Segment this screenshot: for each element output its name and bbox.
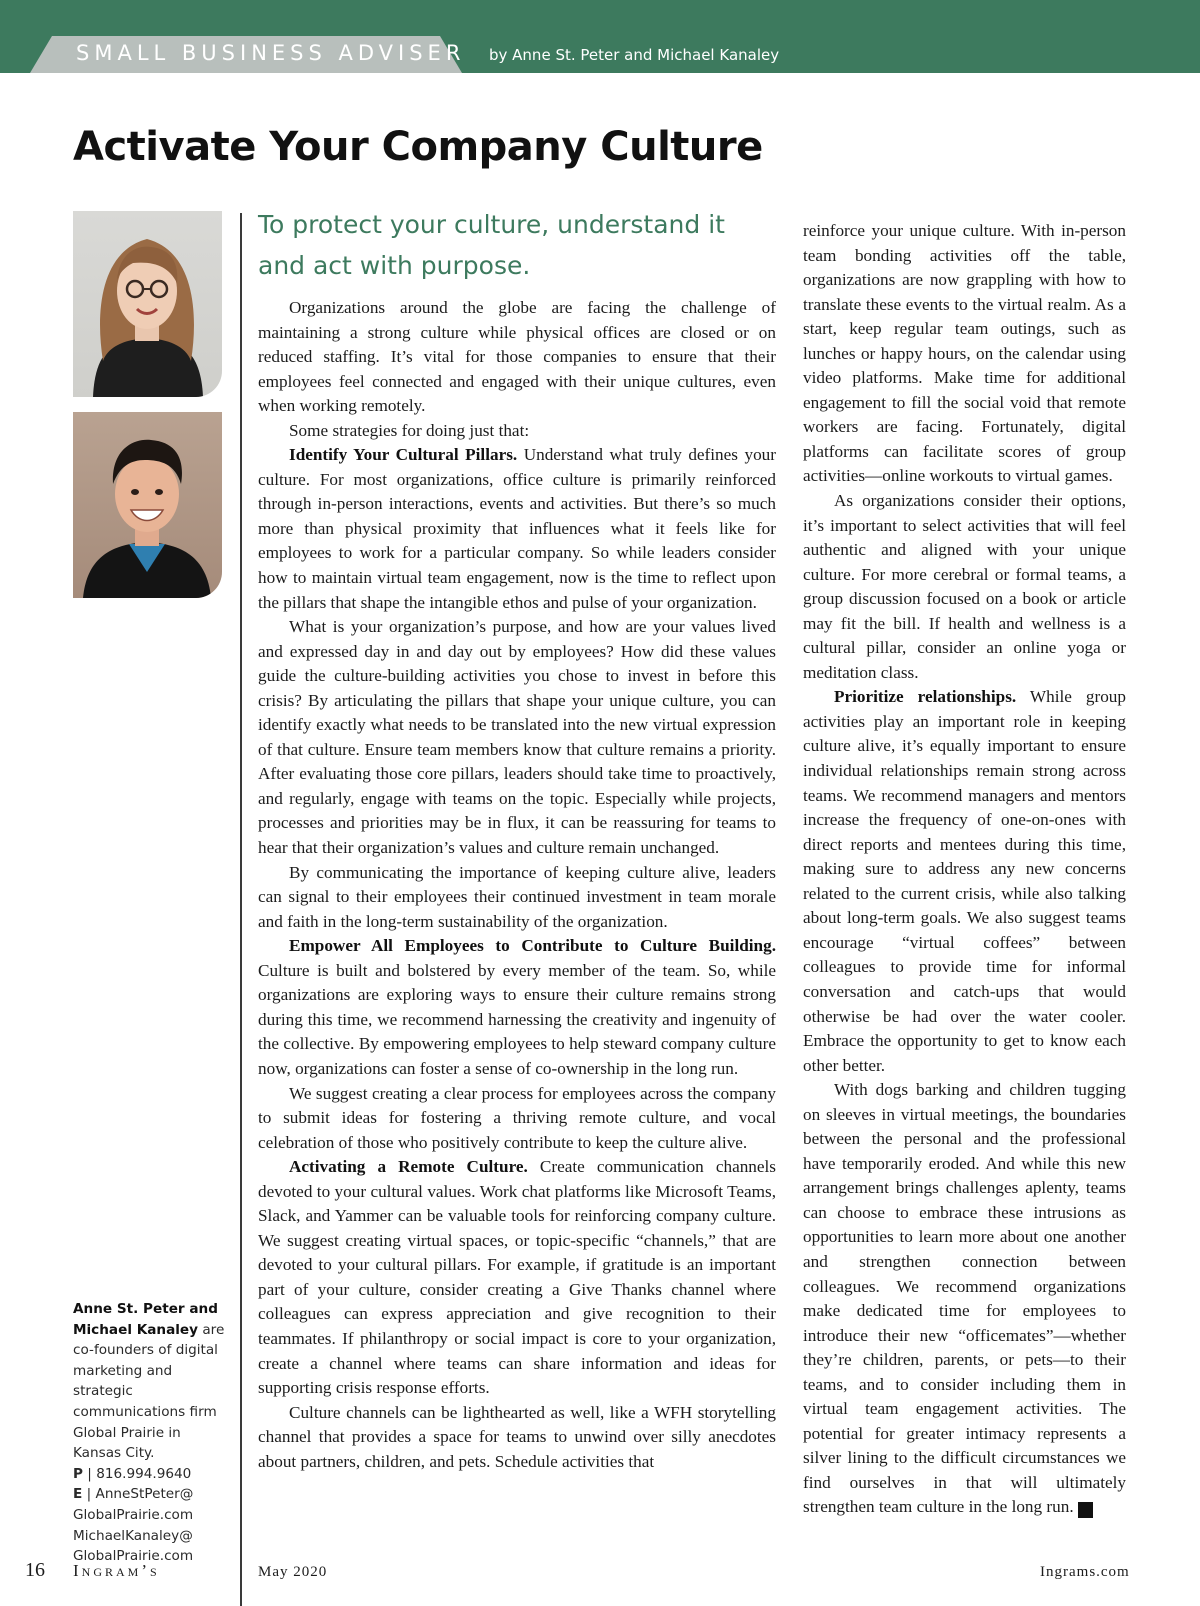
column-divider bbox=[240, 213, 242, 1606]
section-heading: Prioritize relationships. bbox=[834, 687, 1017, 707]
body-column-2 bbox=[803, 219, 1126, 1520]
body-column-1 bbox=[258, 296, 776, 1474]
bio-email-2: MichaelKanaley@ GlobalPrairie.com bbox=[73, 1527, 194, 1565]
issue-date: May 2020 bbox=[258, 1564, 328, 1580]
paragraph: What is your organization’s purpose, and how are your values lived and expressed day in and day out by employees? How did these values guide the culture-building activities you chose to invest in before this crisis? By articulating the pillars that shape your unique culture, you can identify exactly what needs to be translated into the new virtual expression of that culture. Ensure team members know that culture remains a priority. After evaluating those core pillars, leaders should take time to proactively, and regularly, engage with teams on the topic. Especially while projects, processes and priorities may be in flux, it can be reassuring for teams to hear that their organization’s values and culture remain unchanged. bbox=[258, 617, 776, 858]
paragraph: reinforce your unique culture. With in-person team bonding activities off the table, organizations are now grappling with how to translate these events to the virtual realm. As a start, keep regular team outings, such as lunches or happy hours, on the calendar using video platforms. Make time for additional engagement to fill the social void that remote workers are facing. Fortunately, digital platforms can facilitate scores of group activities—online workouts to virtual games. bbox=[803, 221, 1126, 486]
author-photo-anne bbox=[73, 211, 222, 397]
section-heading: Activating a Remote Culture. bbox=[289, 1157, 528, 1177]
publication-name: Ingram’s bbox=[73, 1561, 160, 1580]
paragraph: Prioritize relationships. While group activities play an important role in keeping culture alive, it’s equally important to ensure individual relationships remain strong across teams. We recommend managers and mentors increase the frequency of one-on-ones with direct reports and mentees during this time, making sure to address any new concerns related to the current crisis, while also talking about long-term goals. We also suggest teams encourage “virtual coffees” between colleagues to provide time for informal conversation and catch-ups that would otherwise be had over the water cooler. Embrace the opportunity to get to know each other better. bbox=[803, 687, 1126, 1075]
section-heading: Identify Your Cultural Pillars. bbox=[289, 445, 518, 465]
byline: by Anne St. Peter and Michael Kanaley bbox=[489, 46, 780, 64]
paragraph: Identify Your Cultural Pillars. Understand what truly defines your culture. For most organizations, office culture is primarily reinforced through in-person interactions, events and activities. But there’s so much more than physical proximity that influences what it feels like for employees to work for a particular company. So while leaders consider how to maintain virtual team engagement, now is the time to reflect upon the pillars that shape the intangible ethos and pulse of your organization. bbox=[258, 445, 776, 612]
page-number: 16 bbox=[25, 1559, 45, 1581]
article-title: Activate Your Company Culture bbox=[73, 124, 763, 170]
bio-email: E | AnneStPeter@ GlobalPrairie.com bbox=[73, 1486, 194, 1523]
paragraph: Empower All Employees to Contribute to Culture Building. Culture is built and bolstered by every member of the team. So, while organizations are exploring ways to ensure their culture remains strong during this time, we recommend harnessing the creativity and ingenuity of the collective. By empowering employees to help steward company culture now, organizations can foster a sense of co-ownership in the long run. bbox=[258, 936, 776, 1078]
paragraph: Activating a Remote Culture. Create communication channels devoted to your cultural values. Work chat platforms like Microsoft Teams, Slack, and Yammer can be valuable tools for reinforcing company culture. We suggest creating virtual spaces, or topic-specific “channels,” that are devoted to your cultural pillars. For example, if gratitude is an important part of your culture, consider creating a Give Thanks channel where colleagues can express appreciation and give recognition to their teammates. If philanthropy or social impact is core to your organization, create a channel where teams can share information and ideas for supporting crisis response efforts. bbox=[258, 1157, 776, 1398]
author-bio bbox=[73, 1299, 229, 1567]
website: Ingrams.com bbox=[1040, 1564, 1130, 1580]
section-heading: Empower All Employees to Contribute to Culture Building. bbox=[289, 936, 776, 956]
section-label: SMALL BUSINESS ADVISER bbox=[76, 41, 466, 65]
paragraph: By communicating the importance of keeping culture alive, leaders can signal to their employees their continued investment in team morale and faith in the long-term sustainability of the organization. bbox=[258, 862, 776, 931]
article-subhead: To protect your culture, understand it and act with purpose. bbox=[258, 210, 725, 280]
paragraph: We suggest creating a clear process for employees across the company to submit ideas for fostering a thriving remote culture, and vocal celebration of those who positively contribute to keep the culture alive. bbox=[258, 1083, 776, 1152]
bio-phone: P | 816.994.9640 bbox=[73, 1465, 192, 1482]
author-photo-michael bbox=[73, 412, 222, 598]
paragraph: As organizations consider their options, it’s important to select activities that will feel authentic and aligned with your unique culture. For more cerebral or formal teams, a group discussion focused on a book or article may fit the bill. If health and wellness is a cultural pillar, consider an online yoga or meditation class. bbox=[803, 491, 1126, 682]
paragraph: With dogs barking and children tugging on sleeves in virtual meetings, the boundaries between the personal and the professional have temporarily eroded. And while this new arrangement brings challenges aplenty, teams can choose to embrace these intrusions as opportunities to learn more about one another and strengthen connection between colleagues. We recommend organizations make dedicated time for employees to introduce their new “officemates”—whether they’re children, parents, or pets—to their teams, and to consider including them in virtual team engagement activities. The potential for greater intimacy represents a silver lining to the difficult circumstances we find ourselves in that will ultimately strengthen team culture in the long run. I bbox=[803, 1080, 1126, 1518]
paragraph: Culture channels can be lighthearted as well, like a WFH storytelling channel that provides a space for teams to unwind over silly anecdotes about partners, children, and pets. Schedule activities that bbox=[258, 1402, 776, 1471]
paragraph: Organizations around the globe are facing the challenge of maintaining a strong culture while physical offices are closed or on reduced staffing. It’s vital for those companies to ensure that their employees feel connected and engaged with their unique cultures, even when working remotely. bbox=[258, 298, 776, 416]
paragraph: Some strategies for doing just that: bbox=[289, 420, 530, 440]
bio-text: Anne St. Peter and Michael Kanaley are co-founders of digital marketing and strategic communications firm Global Prairie in Kansas City. bbox=[73, 1301, 225, 1462]
end-mark-icon: I bbox=[1078, 1502, 1093, 1518]
